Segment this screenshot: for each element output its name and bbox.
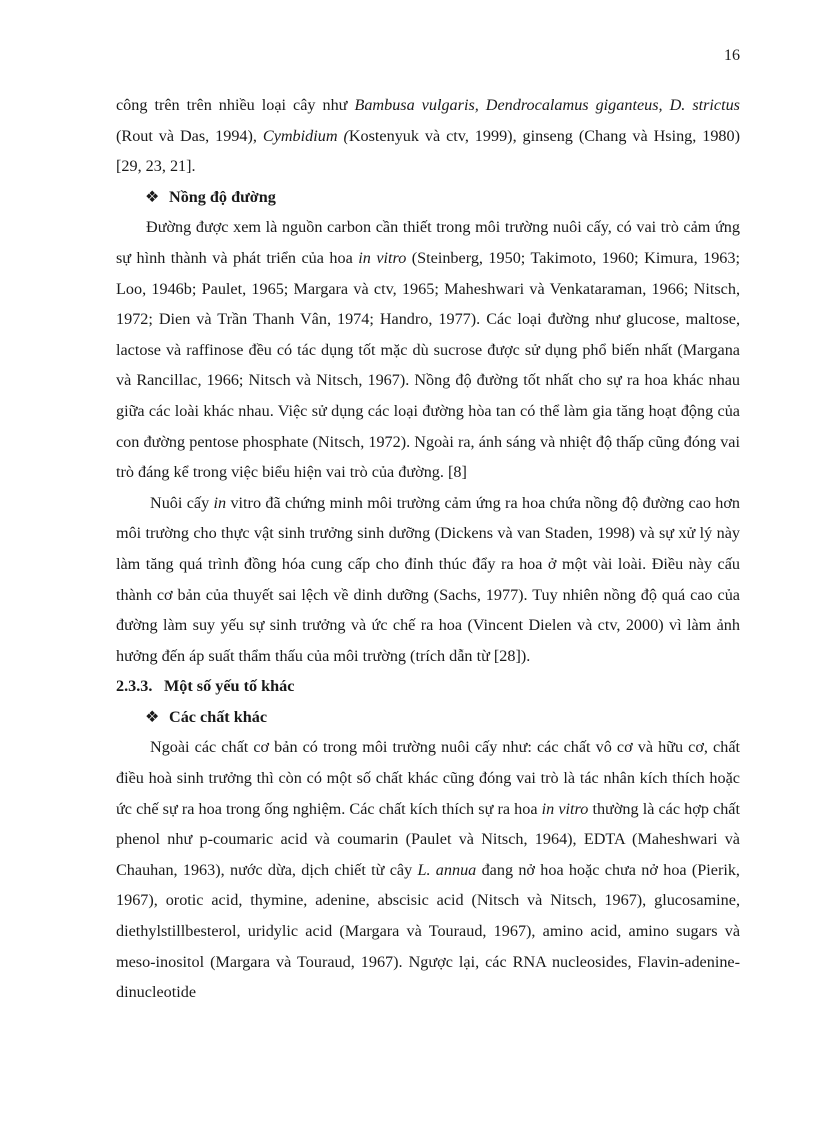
text-run: công trên trên nhiều loại cây như [116, 96, 355, 114]
text-run: đang nở hoa hoặc chưa nở hoa (Pierik, 1967), orotic acid, thymine, adenine, abscisic acid (Nitsch và Nitsch, 1967), glucosamine, diethylstillbesterol, uridylic acid (Margara và Touraud, 1967), amino acid, amino sugars và meso-inositol (Margara và Touraud, 1967). Ngược lại, các RNA nucleosides, Flavin-adenine-dinucleotide [116, 860, 740, 1002]
section-number: 2.3.3. [116, 677, 153, 696]
text-run: (Rout và Das, 1994), [116, 126, 263, 145]
species-name: Cymbidium ( [262, 126, 349, 145]
section-title: Một số yếu tố khác [164, 677, 295, 696]
heading-sugar-concentration [116, 182, 740, 213]
text-run: thường là các hợp chất phenol như p-coumaric acid và coumarin (Paulet và Nitsch, 1964), EDTA (Maheshwari và Chauhan, 1963), nước dừa, dịch chiết từ cây [116, 799, 740, 879]
paragraph-sugar [116, 212, 740, 487]
species-names: Bambusa vulgaris, Dendrocalamus giganteus, D. strictus [354, 96, 740, 114]
document-body [116, 90, 740, 1008]
diamond-bullet-icon: ❖ [145, 707, 160, 726]
section-heading-2-3-3 [116, 671, 740, 702]
heading-other-substances [116, 702, 740, 733]
text-run: Kostenyuk và ctv, 1999), ginseng (Chang và Hsing, 1980) [29, 23, 21]. [116, 126, 741, 176]
italic-term: in vitro [358, 248, 407, 267]
text-run: Ngoài các chất cơ bản có trong môi trường nuôi cấy như: các chất vô cơ và hữu cơ, chất điều hoà sinh trưởng thì còn có một số chất khác cũng đóng vai trò là tác nhân kích thích hoặc ức chế sự ra hoa trong ống nghiệm. Các chất kích thích sự ra hoa [116, 738, 740, 818]
species-name: L. annua [417, 860, 477, 879]
text-run: (Steinberg, 1950; Takimoto, 1960; Kimura, 1963; Loo, 1946b; Paulet, 1965; Margara và ctv, 1965; Maheshwari và Venkataraman, 1966; Nitsch, 1972; Dien và Trần Thanh Vân, 1974; Handro, 1977). Các loại đường như glucose, maltose, lactose và raffinose đều có tác dụng tốt mặc dù sucrose được sử dụng phổ biến nhất (Margana và Rancillac, 1966; Nitsch và Nitsch, 1967). Nồng độ đường tốt nhất cho sự ra hoa khác nhau giữa các loài khác nhau. Việc sử dụng các loại đường hòa tan có thể làm gia tăng hoạt động của con đường pentose phosphate (Nitsch, 1972). Ngoài ra, ánh sáng và nhiệt độ thấp cũng đóng vai trò đáng kể trong việc biểu hiện vai trò của đường. [8] [116, 248, 740, 482]
paragraph-intro [116, 90, 740, 182]
text-run: vitro đã chứng minh môi trường cảm ứng ra hoa chứa nồng độ đường cao hơn môi trường cho thực vật sinh trưởng sinh dưỡng (Dickens và van Staden, 1998) và sự xử lý này làm tăng quá trình đồng hóa cung cấp cho đỉnh thúc đẩy ra hoa ở một vài loài. Điều này cấu thành cơ bản của thuyết sai lệch về dinh dưỡng (Sachs, 1977). Tuy nhiên nồng độ quá cao của đường làm suy yếu sự sinh trưởng và ức chế ra hoa (Vincent Dielen và ctv, 2000) vì làm ảnh hưởng đến áp suất thẩm thấu của môi trường (trích dẫn từ [28]). [116, 493, 741, 665]
italic-term: in [213, 493, 227, 512]
heading-text: Các chất khác [169, 707, 268, 726]
italic-term: in vitro [541, 799, 589, 818]
page-number: 16 [724, 47, 740, 64]
diamond-bullet-icon: ❖ [145, 187, 160, 206]
text-run: Đường được xem là nguồn carbon cần thiết trong môi trường nuôi cấy, có vai trò cảm ứng sự hình thành và phát triển của hoa [116, 218, 740, 267]
text-run: Nuôi cấy [150, 493, 214, 512]
heading-text: Nồng độ đường [169, 187, 276, 206]
paragraph-other-substances [116, 732, 740, 1007]
paragraph-in-vitro [116, 488, 740, 672]
